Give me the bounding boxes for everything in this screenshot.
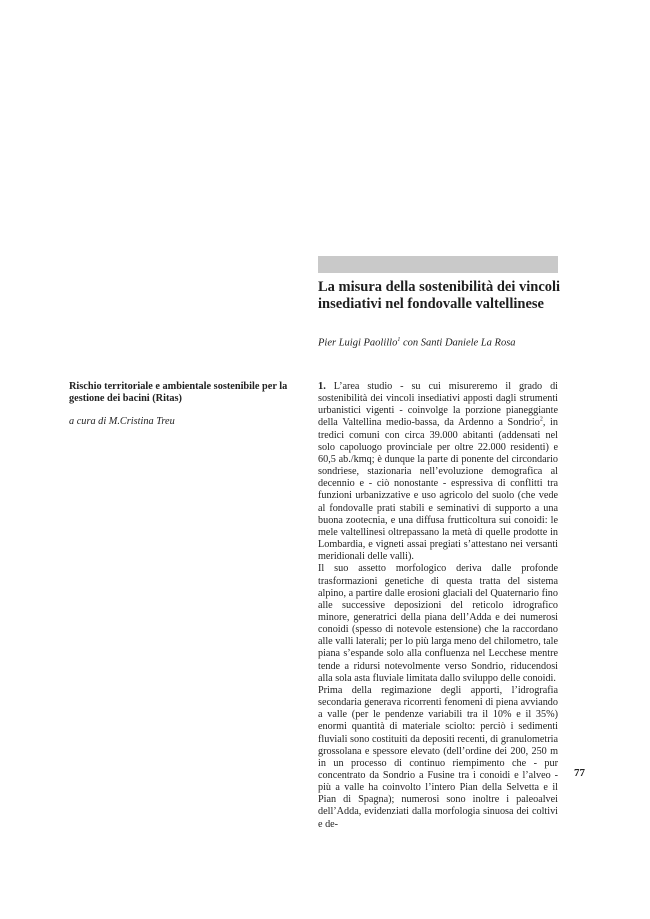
- author-primary: Pier Luigi Paolillo: [318, 337, 398, 349]
- body-paragraph-2: Il suo assetto morfologico deriva dalle profonde trasformazioni genetiche di questa tratta del sistema alpino, a partire dalle erosioni glaciali del Quaternario fino alle successive deposizioni del reticolo idrografico minore, generatrici della piana dell’Adda e dei numerosi conoidi (spesso di notevole estensione) che la raccordano alle valli laterali; per lo più larga meno del chilometro, tale piana s’espande solo alla confluenza nel Lecchese mentre tende a ridursi notevolmente verso Sondrio, riducendosi alla sola asta fluviale limitata dallo sviluppo delle conoidi.: [318, 563, 558, 684]
- footnote-marker: 2: [539, 417, 543, 424]
- body-paragraph-1: [318, 381, 558, 563]
- article-title: La misura della sostenibilità dei vincoli insediativi nel fondovalle valtellinese: [318, 279, 561, 312]
- body-paragraph-3: Prima della regimazione degli apporti, l’idrografia secondaria generava ricorrenti fenomeni di piena avviando a valle (per le pendenze variabili tra il 10% e il 35%) enormi quantità di materiale sciolto: perciò i sedimenti fluviali sono costituiti da depositi recenti, di granulometria grossolana e spessore elevato (dell’ordine dei 200, 250 m in un processo di continuo riempimento che - pur concentrato da Sondrio a Fusine tra i conoidi e l’alveo - più a valle ha coinvolto l’intero Pian della Selvetta e il Pian di Spagna); numerosi sono inoltre i paleoalvei dell’Adda, evidenziati dalla morfologia sinuosa dei coltivi e de-: [318, 684, 558, 830]
- section-title: Rischio territoriale e ambientale sostenibile per la gestione dei bacini (Ritas): [69, 381, 288, 404]
- page-number: 77: [574, 767, 585, 779]
- section-editor: a cura di M.Cristina Treu: [69, 416, 175, 427]
- paragraph-1-text-b: , in tredici comuni con circa 39.000 abitanti (addensati nel solo capoluogo provinciale per oltre 22.000 residenti) e 60,5 ab./kmq; è dunque la parte di ponente del circondario sondriese, stazionaria nell’evoluzione demografica al decennio e - ciò nonostante - espressiva di conflitti tra funzioni urbanizzative e uso agricolo del suolo (che vede al fondovalle prati stabili e seminativi di supporto a una buona zootecnia, e una diffusa frutticoltura sui conoidi: le mele valtellinesi oltrepassano la metà di quelle prodotte in Lombardia, e vigneti assai pregiati s’attestano nei versanti meridionali delle valli).: [318, 417, 558, 563]
- sidebar-section: [69, 381, 299, 427]
- paragraph-number: 1.: [318, 381, 326, 392]
- paragraph-1-text-a: L’area studio - su cui misureremo il grado di sostenibilità dei vincoli insediativi apposti dagli strumenti urbanistici vigenti - coinvolge la porzione pianeggiante della Valtellina medio-bassa, da Ardenno a Sondrio: [318, 381, 558, 429]
- header-gray-bar: [318, 256, 558, 273]
- author-connector: con: [400, 337, 421, 349]
- article-authors: [318, 337, 568, 349]
- article-body: [318, 381, 558, 831]
- author-footnote-marker: 1: [397, 337, 401, 343]
- author-secondary: Santi Daniele La Rosa: [420, 337, 516, 349]
